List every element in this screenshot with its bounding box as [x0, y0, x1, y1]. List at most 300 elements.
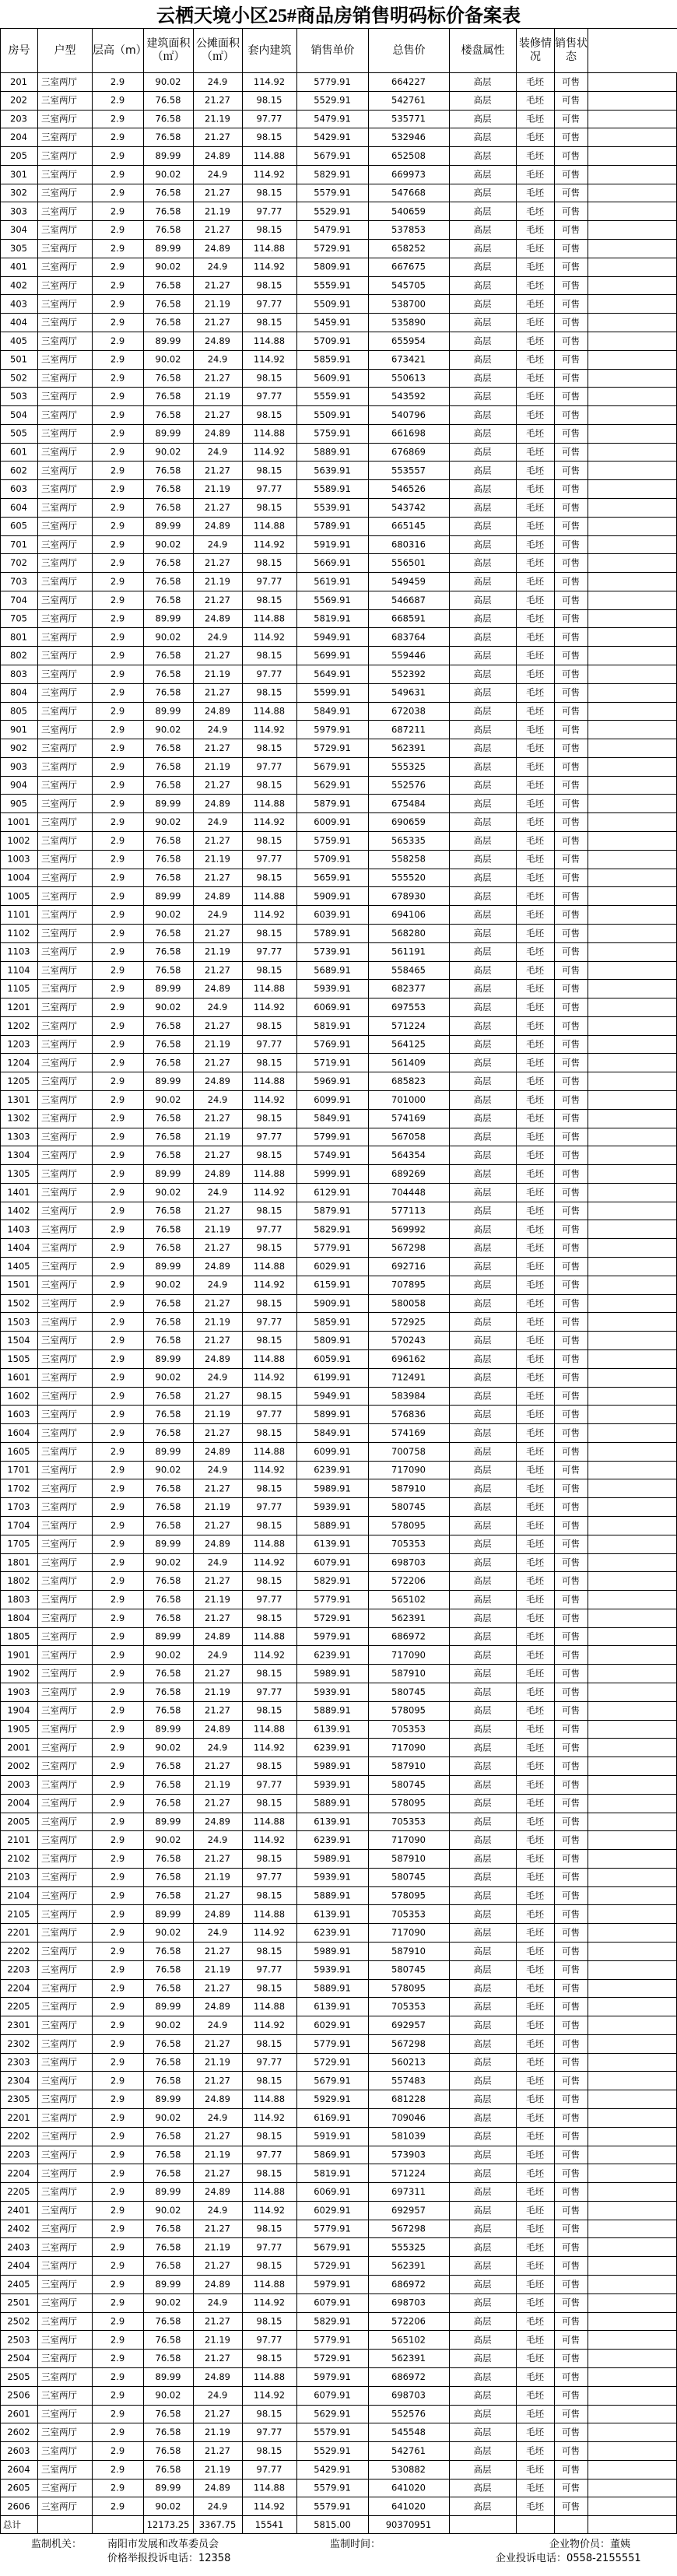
cell-decoration: 毛坯 [526, 1556, 544, 1568]
cell-shared-area: 21.27 [205, 557, 230, 569]
cell-sale-status: 可售 [562, 668, 580, 679]
cell-building-area: 90.02 [155, 1834, 181, 1846]
cell-unit-type: 三室两厅 [41, 2371, 77, 2382]
cell-room-number: 2301 [7, 2019, 30, 2030]
cell-building-area: 76.58 [155, 557, 181, 569]
cell-building-area: 76.58 [155, 1704, 181, 1716]
cell-building-area: 76.58 [155, 2427, 181, 2438]
cell-sale-status: 可售 [562, 2315, 580, 2327]
cell-sale-status: 可售 [562, 1223, 580, 1235]
cell-inner-area: 97.77 [256, 2149, 282, 2160]
cell-shared-area: 21.27 [205, 1390, 230, 1402]
cell-building-area: 76.58 [155, 1409, 181, 1420]
cell-shared-area: 21.19 [205, 1501, 230, 1513]
cell-building-area: 90.02 [155, 1093, 181, 1105]
cell-property-type: 高层 [473, 1890, 492, 1901]
cell-sale-status: 可售 [562, 1427, 580, 1438]
cell-property-type: 高层 [473, 909, 492, 921]
cell-shared-area: 21.27 [205, 1335, 230, 1346]
cell-building-area: 76.58 [155, 298, 181, 310]
cell-unit-price: 5709.91 [314, 853, 351, 865]
cell-inner-area: 97.77 [256, 1501, 282, 1513]
cell-inner-area: 98.15 [256, 1890, 282, 1901]
cell-room-number: 304 [10, 224, 27, 236]
cell-building-area: 76.58 [155, 1335, 181, 1346]
cell-unit-type: 三室两厅 [41, 132, 77, 143]
cell-shared-area: 21.19 [205, 576, 230, 588]
cell-room-number: 2602 [7, 2427, 30, 2438]
cell-inner-area: 114.92 [253, 446, 286, 458]
cell-property-type: 高层 [473, 1427, 492, 1438]
cell-inner-area: 97.77 [256, 1594, 282, 1606]
cell-decoration: 毛坯 [526, 1427, 544, 1438]
cell-unit-price: 6099.91 [314, 1093, 351, 1105]
cell-property-type: 高层 [473, 2130, 492, 2142]
cell-room-number: 1804 [7, 1612, 30, 1623]
cell-unit-type: 三室两厅 [41, 2111, 77, 2123]
cell-total-price: 580745 [391, 1686, 426, 1697]
cell-shared-area: 21.27 [205, 2444, 230, 2456]
cell-shared-area: 24.89 [205, 1445, 230, 1457]
cell-total-price: 580745 [391, 1871, 426, 1883]
cell-decoration: 毛坯 [526, 1575, 544, 1587]
cell-floor-height: 2.9 [110, 1242, 125, 1254]
cell-shared-area: 24.9 [207, 724, 228, 735]
cell-unit-price: 5719.91 [314, 1057, 351, 1069]
cell-room-number: 2501 [7, 2297, 30, 2308]
cell-unit-price: 6069.91 [314, 1001, 351, 1013]
cell-building-area: 89.99 [155, 1538, 181, 1549]
cell-floor-height: 2.9 [110, 1871, 125, 1883]
cell-unit-price: 5849.91 [314, 705, 351, 717]
cell-total-price: 550613 [391, 372, 426, 384]
cell-sale-status: 可售 [562, 2130, 580, 2142]
cell-inner-area: 114.88 [253, 1816, 286, 1827]
cell-building-area: 76.58 [155, 1964, 181, 1975]
cell-building-area: 76.58 [155, 409, 181, 420]
cell-inner-area: 98.15 [256, 742, 282, 754]
cell-total-price: 561191 [391, 946, 426, 957]
cell-property-type: 高层 [473, 1871, 492, 1883]
cell-decoration: 毛坯 [526, 1335, 544, 1346]
cell-building-area: 76.58 [155, 576, 181, 588]
cell-room-number: 905 [10, 798, 27, 809]
cell-property-type: 高层 [473, 1778, 492, 1790]
cell-property-type: 高层 [473, 1076, 492, 1087]
cell-shared-area: 24.9 [207, 2111, 228, 2123]
cell-shared-area: 21.19 [205, 1131, 230, 1142]
cell-property-type: 高层 [473, 2482, 492, 2494]
cell-shared-area: 24.89 [205, 2482, 230, 2494]
cell-inner-area: 114.88 [253, 520, 286, 532]
cell-sale-status: 可售 [562, 1445, 580, 1457]
cell-shared-area: 21.19 [205, 1964, 230, 1975]
cell-sale-status: 可售 [562, 2353, 580, 2364]
cell-decoration: 毛坯 [526, 1982, 544, 1994]
cell-inner-area: 98.15 [256, 187, 282, 198]
cell-unit-price: 5429.91 [314, 2463, 351, 2475]
cell-inner-area: 97.77 [256, 2056, 282, 2068]
cell-room-number: 401 [10, 261, 27, 272]
cell-total-price: 698703 [391, 2389, 426, 2401]
cell-shared-area: 24.9 [207, 2389, 228, 2401]
cell-unit-price: 5509.91 [314, 298, 351, 310]
cell-unit-price: 5729.91 [314, 742, 351, 754]
cell-building-area: 76.58 [155, 1483, 181, 1494]
cell-property-type: 高层 [473, 594, 492, 605]
cell-inner-area: 114.88 [253, 2093, 286, 2105]
cell-building-area: 76.58 [155, 1575, 181, 1587]
cell-decoration: 毛坯 [526, 205, 544, 217]
cell-unit-price: 5849.91 [314, 1112, 351, 1124]
cell-room-number: 902 [10, 742, 27, 754]
cell-building-area: 76.58 [155, 853, 181, 865]
cell-sale-status: 可售 [562, 1908, 580, 1920]
cell-decoration: 毛坯 [526, 298, 544, 310]
cell-property-type: 高层 [473, 1205, 492, 1216]
cell-decoration: 毛坯 [526, 816, 544, 828]
cell-unit-price: 5859.91 [314, 353, 351, 365]
cell-floor-height: 2.9 [110, 187, 125, 198]
cell-unit-price: 6239.91 [314, 1649, 351, 1661]
listing-table [0, 72, 677, 2534]
cell-floor-height: 2.9 [110, 1927, 125, 1939]
cell-property-type: 高层 [473, 539, 492, 550]
cell-shared-area: 21.27 [205, 1704, 230, 1716]
cell-unit-type: 三室两厅 [41, 594, 77, 605]
cell-total-price: 705353 [391, 1538, 426, 1549]
cell-shared-area: 24.9 [207, 446, 228, 458]
cell-decoration: 毛坯 [526, 1945, 544, 1957]
cell-room-number: 2502 [7, 2315, 30, 2327]
cell-building-area: 90.02 [155, 1742, 181, 1753]
cell-building-area: 76.58 [155, 1501, 181, 1513]
cell-property-type: 高层 [473, 372, 492, 384]
cell-decoration: 毛坯 [526, 1538, 544, 1549]
cell-room-number: 2401 [7, 2204, 30, 2216]
cell-total-price: 692957 [391, 2019, 426, 2030]
cell-shared-area: 24.9 [207, 1001, 228, 1013]
cell-inner-area: 97.77 [256, 1131, 282, 1142]
cell-floor-height: 2.9 [110, 798, 125, 809]
cell-shared-area: 24.89 [205, 983, 230, 995]
cell-decoration: 毛坯 [526, 224, 544, 236]
cell-sale-status: 可售 [562, 409, 580, 420]
cell-property-type: 高层 [473, 1131, 492, 1142]
cell-unit-price: 5559.91 [314, 391, 351, 402]
cell-shared-area: 24.89 [205, 2186, 230, 2198]
cell-room-number: 2004 [7, 1797, 30, 1809]
cell-room-number: 1705 [7, 1538, 30, 1549]
cell-sale-status: 可售 [562, 483, 580, 495]
cell-building-area: 76.58 [155, 1945, 181, 1957]
cell-shared-area: 21.27 [205, 224, 230, 236]
cell-sale-status: 可售 [562, 1205, 580, 1216]
cell-room-number: 1704 [7, 1519, 30, 1531]
cell-floor-height: 2.9 [110, 2278, 125, 2290]
cell-unit-type: 三室两厅 [41, 113, 77, 125]
cell-room-number: 2405 [7, 2278, 30, 2290]
cell-inner-area: 114.88 [253, 2482, 286, 2494]
cell-sale-status: 可售 [562, 2075, 580, 2086]
cell-room-number: 1805 [7, 1630, 30, 1642]
cell-building-area: 76.58 [155, 94, 181, 106]
cell-building-area: 76.58 [155, 1982, 181, 1994]
cell-floor-height: 2.9 [110, 168, 125, 180]
cell-floor-height: 2.9 [110, 1797, 125, 1809]
cell-floor-height: 2.9 [110, 1409, 125, 1420]
cell-room-number: 2303 [7, 2056, 30, 2068]
cell-decoration: 毛坯 [526, 668, 544, 679]
cell-sale-status: 可售 [562, 2223, 580, 2234]
cell-sale-status: 可售 [562, 2149, 580, 2160]
cell-unit-type: 三室两厅 [41, 1316, 77, 1328]
cell-unit-type: 三室两厅 [41, 890, 77, 902]
cell-sale-status: 可售 [562, 2297, 580, 2308]
cell-building-area: 89.99 [155, 1630, 181, 1642]
cell-shared-area: 21.27 [205, 465, 230, 476]
cell-building-area: 76.58 [155, 1778, 181, 1790]
cell-floor-height: 2.9 [110, 872, 125, 883]
cell-property-type: 高层 [473, 686, 492, 698]
cell-unit-type: 三室两厅 [41, 465, 77, 476]
cell-unit-type: 三室两厅 [41, 1131, 77, 1142]
cell-room-number: 602 [10, 465, 27, 476]
cell-property-type: 高层 [473, 1223, 492, 1235]
cell-floor-height: 2.9 [110, 779, 125, 791]
cell-unit-type: 三室两厅 [41, 1409, 77, 1420]
cell-unit-type: 三室两厅 [41, 1704, 77, 1716]
cell-room-number: 1504 [7, 1335, 30, 1346]
cell-building-area: 76.58 [155, 1686, 181, 1697]
cell-shared-area: 21.27 [205, 872, 230, 883]
cell-unit-type: 三室两厅 [41, 1834, 77, 1846]
cell-decoration: 毛坯 [526, 1242, 544, 1254]
cell-decoration: 毛坯 [526, 2463, 544, 2475]
cell-total-price: 565335 [391, 834, 426, 846]
cell-floor-height: 2.9 [110, 2408, 125, 2420]
cell-unit-type: 三室两厅 [41, 2463, 77, 2475]
cell-room-number: 2302 [7, 2037, 30, 2049]
cell-property-type: 高层 [473, 927, 492, 939]
cell-total-price: 682377 [391, 983, 426, 995]
cell-unit-type: 三室两厅 [41, 1630, 77, 1642]
cell-property-type: 高层 [473, 668, 492, 679]
cell-building-area: 76.58 [155, 1038, 181, 1050]
cell-decoration: 毛坯 [526, 557, 544, 569]
cell-total-price: 681228 [391, 2093, 426, 2105]
cell-shared-area: 21.27 [205, 2223, 230, 2234]
header-building-area: 建筑面积（㎡） [144, 29, 194, 73]
cell-building-area: 89.99 [155, 520, 181, 532]
cell-building-area: 76.58 [155, 1519, 181, 1531]
cell-room-number: 302 [10, 187, 27, 198]
cell-unit-type: 三室两厅 [41, 760, 77, 772]
cell-unit-price: 5819.91 [314, 1020, 351, 1031]
cell-room-number: 1003 [7, 853, 30, 865]
cell-total-price: 547668 [391, 187, 426, 198]
cell-decoration: 毛坯 [526, 1223, 544, 1235]
cell-decoration: 毛坯 [526, 2482, 544, 2494]
cell-room-number: 203 [10, 113, 27, 125]
cell-sale-status: 可售 [562, 2037, 580, 2049]
cell-sale-status: 可售 [562, 2463, 580, 2475]
cell-sale-status: 可售 [562, 816, 580, 828]
cell-building-area: 89.99 [155, 983, 181, 995]
cell-room-number: 1603 [7, 1409, 30, 1420]
cell-building-area: 90.02 [155, 631, 181, 643]
cell-property-type: 高层 [473, 631, 492, 643]
cell-total-price: 577113 [391, 1205, 426, 1216]
cell-sale-status: 可售 [562, 2260, 580, 2272]
cell-floor-height: 2.9 [110, 1186, 125, 1198]
cell-shared-area: 24.9 [207, 1556, 228, 1568]
cell-unit-type: 三室两厅 [41, 187, 77, 198]
cell-decoration: 毛坯 [526, 1297, 544, 1309]
cell-unit-type: 三室两厅 [41, 1778, 77, 1790]
cell-inner-area: 98.15 [256, 2037, 282, 2049]
cell-inner-area: 97.77 [256, 113, 282, 125]
cell-property-type: 高层 [473, 1760, 492, 1772]
cell-building-area: 89.99 [155, 1076, 181, 1087]
cell-building-area: 76.58 [155, 1427, 181, 1438]
cell-property-type: 高层 [473, 1186, 492, 1198]
cell-sale-status: 可售 [562, 75, 580, 87]
cell-floor-height: 2.9 [110, 2111, 125, 2123]
cell-property-type: 高层 [473, 1501, 492, 1513]
cell-sale-status: 可售 [562, 1483, 580, 1494]
cell-decoration: 毛坯 [526, 1168, 544, 1180]
cell-floor-height: 2.9 [110, 1260, 125, 1272]
cell-building-area: 76.58 [155, 1131, 181, 1142]
cell-property-type: 高层 [473, 2056, 492, 2068]
cell-inner-area: 114.88 [253, 983, 286, 995]
cell-building-area: 89.99 [155, 890, 181, 902]
cell-total-price: 559446 [391, 650, 426, 662]
cell-building-area: 90.02 [155, 2501, 181, 2512]
cell-room-number: 1902 [7, 1668, 30, 1679]
cell-room-number: 204 [10, 132, 27, 143]
cell-sale-status: 可售 [562, 1797, 580, 1809]
price-hotline: 价格举报投诉电话：12358 [107, 2553, 231, 2564]
cell-sale-status: 可售 [562, 2501, 580, 2512]
cell-floor-height: 2.9 [110, 1668, 125, 1679]
cell-property-type: 高层 [473, 205, 492, 217]
cell-total-price: 697553 [391, 1001, 426, 1013]
cell-unit-price: 5889.91 [314, 1704, 351, 1716]
cell-building-area: 76.58 [155, 1205, 181, 1216]
cell-unit-price: 5479.91 [314, 224, 351, 236]
cell-total-price: 538700 [391, 298, 426, 310]
cell-total-price: 581039 [391, 2130, 426, 2142]
cell-sale-status: 可售 [562, 1279, 580, 1290]
cell-shared-area: 24.9 [207, 2297, 228, 2308]
cell-unit-price: 5789.91 [314, 520, 351, 532]
cell-shared-area: 21.27 [205, 1242, 230, 1254]
cell-shared-area: 21.27 [205, 1575, 230, 1587]
cell-floor-height: 2.9 [110, 2037, 125, 2049]
cell-total-price: 686972 [391, 2278, 426, 2290]
cell-sale-status: 可售 [562, 261, 580, 272]
cell-building-area: 76.58 [155, 1316, 181, 1328]
cell-unit-type: 三室两厅 [41, 1260, 77, 1272]
cell-room-number: 1604 [7, 1427, 30, 1438]
cell-unit-price: 6239.91 [314, 1927, 351, 1939]
cell-shared-area: 21.27 [205, 1297, 230, 1309]
cell-room-number: 1703 [7, 1501, 30, 1513]
cell-inner-area: 114.88 [253, 1908, 286, 1920]
cell-building-area: 90.02 [155, 353, 181, 365]
header-unit-price: 销售单价 [297, 29, 369, 73]
cell-room-number: 904 [10, 779, 27, 791]
cell-decoration: 毛坯 [526, 2223, 544, 2234]
cell-property-type: 高层 [473, 576, 492, 588]
cell-unit-price: 5819.91 [314, 2167, 351, 2179]
cell-total-price: 549631 [391, 686, 426, 698]
cell-property-type: 高层 [473, 335, 492, 346]
cell-shared-area: 21.19 [205, 2149, 230, 2160]
cell-building-area: 90.02 [155, 1371, 181, 1383]
cell-unit-price: 6169.91 [314, 2111, 351, 2123]
cell-room-number: 2205 [7, 2001, 30, 2013]
cell-unit-type: 三室两厅 [41, 1927, 77, 1939]
cell-shared-area: 21.27 [205, 501, 230, 513]
cell-decoration: 毛坯 [526, 391, 544, 402]
cell-total-price: 669973 [391, 168, 426, 180]
cell-inner-area: 97.77 [256, 483, 282, 495]
made-time-label: 监制时间： [330, 2539, 381, 2550]
cell-unit-price: 5779.91 [314, 1242, 351, 1254]
cell-total-price: 685823 [391, 1076, 426, 1087]
cell-room-number: 1405 [7, 1260, 30, 1272]
cell-floor-height: 2.9 [110, 520, 125, 532]
cell-shared-area: 21.19 [205, 113, 230, 125]
cell-unit-price: 5979.91 [314, 2371, 351, 2382]
cell-property-type: 高层 [473, 612, 492, 624]
cell-shared-area: 21.27 [205, 1945, 230, 1957]
cell-decoration: 毛坯 [526, 1409, 544, 1420]
cell-unit-price: 5729.91 [314, 2353, 351, 2364]
cell-building-area: 76.58 [155, 2130, 181, 2142]
cell-shared-area: 21.19 [205, 1316, 230, 1328]
cell-unit-price: 5939.91 [314, 983, 351, 995]
cell-property-type: 高层 [473, 1908, 492, 1920]
cell-unit-type: 三室两厅 [41, 983, 77, 995]
cell-unit-price: 6199.91 [314, 1371, 351, 1383]
cell-decoration: 毛坯 [526, 964, 544, 976]
cell-decoration: 毛坯 [526, 483, 544, 495]
cell-room-number: 2002 [7, 1760, 30, 1772]
cell-unit-type: 三室两厅 [41, 2019, 77, 2030]
cell-decoration: 毛坯 [526, 2075, 544, 2086]
cell-floor-height: 2.9 [110, 631, 125, 643]
cell-sale-status: 可售 [562, 168, 580, 180]
cell-decoration: 毛坯 [526, 890, 544, 902]
cell-sale-status: 可售 [562, 2482, 580, 2494]
cell-unit-price: 5989.91 [314, 1945, 351, 1957]
cell-room-number: 2204 [7, 1982, 30, 1994]
cell-inner-area: 98.15 [256, 1704, 282, 1716]
cell-inner-area: 98.15 [256, 964, 282, 976]
header-blank-column [588, 29, 677, 73]
cell-decoration: 毛坯 [526, 1797, 544, 1809]
cell-property-type: 高层 [473, 2444, 492, 2456]
cell-total-price: 572206 [391, 1575, 426, 1587]
cell-floor-height: 2.9 [110, 760, 125, 772]
cell-inner-area: 97.77 [256, 1686, 282, 1697]
cell-unit-type: 三室两厅 [41, 1594, 77, 1606]
cell-property-type: 高层 [473, 2001, 492, 2013]
